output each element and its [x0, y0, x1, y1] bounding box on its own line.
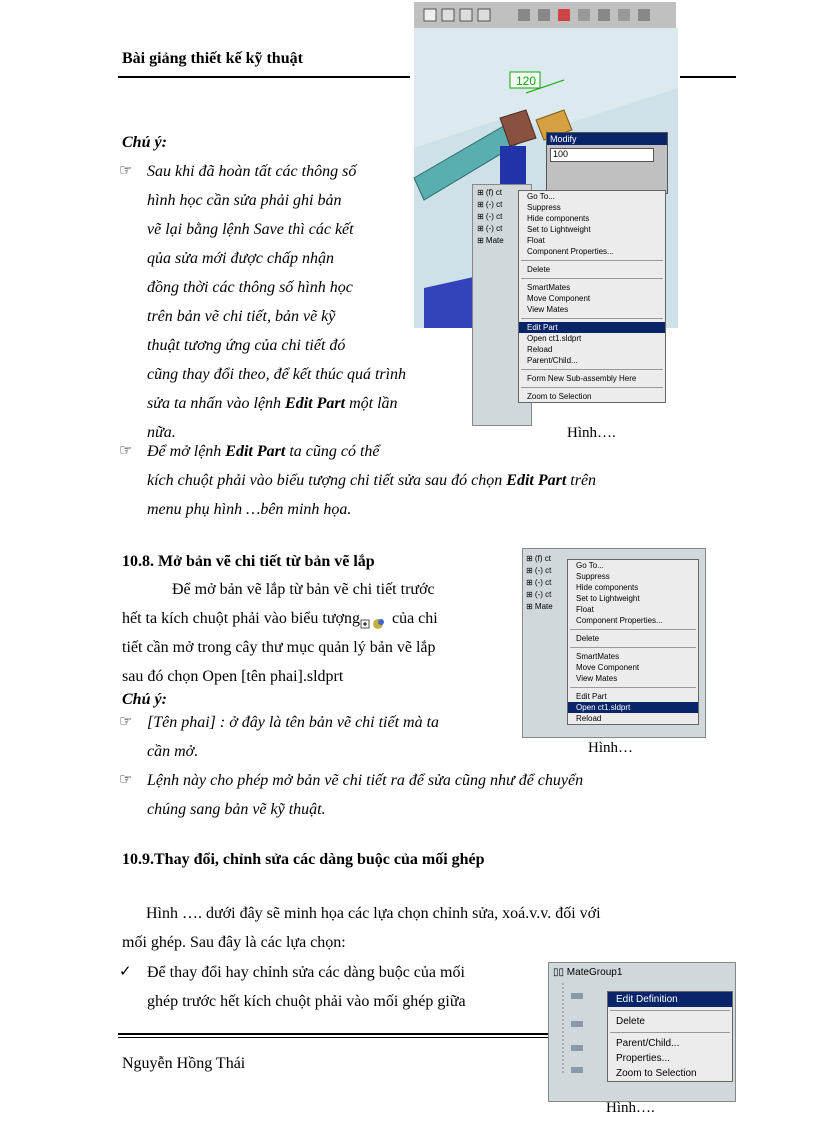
footer-rule-thick [118, 1033, 548, 1035]
text: hết ta kích chuột phải vào biểu tượng [122, 610, 360, 627]
text: trên [566, 472, 597, 489]
toolbar [414, 2, 676, 29]
text-line: thuật tương ứng của chi tiết đó [147, 337, 346, 354]
text-line: vẽ lại bằng lệnh Save thì các kết [147, 221, 354, 238]
menu-item[interactable]: Open ct1.sldprt [568, 702, 698, 713]
toolbar-icons [414, 2, 676, 28]
text: ghép trước hết kích chuột phải vào mối ghép giữa [147, 993, 466, 1010]
tree-item[interactable]: ⊞ (-) ct [477, 224, 503, 233]
menu-item[interactable]: Reload [576, 714, 602, 723]
header-rule-right [680, 76, 736, 78]
menu-item[interactable]: Delete [576, 634, 600, 643]
footer-author: Nguyễn Hồng Thái [122, 1055, 246, 1072]
note-label-1: Chú ý: [122, 134, 167, 151]
context-menu-edit-definition [607, 991, 733, 1082]
text: sửa ta nhấn vào lệnh [147, 395, 286, 412]
note-bullet-1-lines [147, 157, 447, 389]
menu-item[interactable]: Zoom to Selection [527, 392, 592, 401]
note-label-2: Chú ý: [122, 691, 167, 708]
menu-separator [521, 278, 663, 279]
menu-item[interactable]: Delete [616, 1016, 645, 1027]
tree-item[interactable]: ⊞ (f) ct [526, 554, 551, 563]
mategroup-icon: ▯▯ [553, 967, 567, 978]
text: sau đó chọn Open [tên phai].sldprt [122, 668, 344, 685]
text-line: trên bản vẽ chi tiết, bản vẽ kỹ [147, 308, 336, 325]
mate-items [555, 983, 595, 1093]
menu-item[interactable]: Hide components [576, 583, 639, 592]
menu-item[interactable]: Move Component [576, 663, 640, 672]
section-10-8-paragraph [122, 575, 514, 691]
edit-part-term: Edit Part [285, 395, 346, 412]
menu-separator [570, 629, 696, 630]
tree-item[interactable]: ⊞ (f) ct [477, 188, 502, 197]
text: Để thay đổi hay chỉnh sửa các dàng buộc của mối [147, 964, 465, 981]
component-icon [360, 612, 388, 626]
header-rule-left [118, 76, 410, 78]
context-menu-edit-part [518, 190, 666, 403]
menu-separator [570, 647, 696, 648]
tree-item[interactable]: ⊞ (-) ct [477, 200, 503, 209]
text: của chi [387, 610, 438, 627]
context-menu-open-part [567, 559, 699, 725]
pointing-hand-icon: ☞ [119, 443, 133, 459]
section-heading-10-8: 10.8. Mở bản vẽ chi tiết từ bản vẽ lắp [122, 553, 375, 570]
menu-item[interactable]: Reload [527, 345, 553, 354]
section-heading-10-9: 10.9.Thay đổi, chỉnh sửa các dàng buộc của mối ghép [122, 851, 485, 868]
figure2-caption: Hình… [588, 740, 633, 756]
tree-item[interactable]: ⊞ (-) ct [526, 578, 552, 587]
modify-title: Modify [547, 133, 667, 145]
figure1-caption: Hình…. [567, 425, 616, 441]
feature-tree-items [477, 187, 504, 247]
menu-item[interactable]: Float [527, 236, 545, 245]
text: Hình …. dưới đây sẽ minh họa các lựa chọn chỉnh sửa, xoá.v.v. đối với [146, 905, 601, 922]
text: Lệnh này cho phép mở bản vẽ chi tiết ra để sửa cũng như để chuyển [147, 772, 584, 789]
menu-item[interactable]: Parent/Child... [616, 1038, 680, 1049]
modify-value-input[interactable]: 100 [550, 148, 654, 162]
text: menu phụ hình …bên minh họa. [147, 501, 352, 518]
menu-item[interactable]: Suppress [576, 572, 610, 581]
menu-item[interactable]: Zoom to Selection [616, 1068, 697, 1079]
menu-separator [570, 687, 696, 688]
note-bullet-1 [119, 157, 447, 447]
section-10-9-paragraph [122, 899, 712, 957]
feature-tree-items-2 [526, 553, 553, 613]
text: ta cũng có thể [285, 443, 380, 460]
menu-item[interactable]: Suppress [527, 203, 561, 212]
menu-item[interactable]: Form New Sub-assembly Here [527, 374, 637, 383]
tree-item[interactable]: ⊞ (-) ct [526, 590, 552, 599]
menu-item[interactable]: Edit Part [576, 692, 607, 701]
tree-item[interactable]: ⊞ Mate [477, 236, 504, 245]
text: chúng sang bản vẽ kỹ thuật. [147, 801, 326, 818]
figure-open-part [522, 548, 706, 738]
text: [Tên phai] : ở đây là tên bản vẽ chi tiết mà ta [147, 714, 440, 731]
menu-separator [521, 387, 663, 388]
menu-item[interactable]: SmartMates [527, 283, 571, 292]
page-header-title: Bài giảng thiết kế kỹ thuật [122, 50, 303, 67]
text: Để mở lệnh [147, 443, 226, 460]
text: mối ghép. Sau đây là các lựa chọn: [122, 934, 346, 951]
text: nữa. [147, 424, 176, 441]
menu-item[interactable]: Hide components [527, 214, 590, 223]
edit-part-term: Edit Part [506, 472, 567, 489]
menu-item[interactable]: Component Properties... [576, 616, 663, 625]
note-2-bullet-2 [119, 766, 717, 824]
text-line: Sau khi đã hoàn tất các thông số [147, 163, 357, 180]
menu-separator [521, 369, 663, 370]
text-line: hình học cần sửa phải ghi bản [147, 192, 342, 209]
menu-item[interactable]: Open ct1.sldprt [527, 334, 582, 343]
text-line: qủa sửa mới được chấp nhận [147, 250, 334, 267]
menu-item[interactable]: View Mates [527, 305, 569, 314]
tree-item[interactable]: ⊞ Mate [526, 602, 553, 611]
text: kích chuột phải vào biểu tượng chi tiết sửa sau đó chọn [147, 472, 507, 489]
check-mark-icon: ✓ [119, 964, 132, 980]
check-item-1 [119, 958, 547, 1016]
pointing-hand-icon: ☞ [119, 163, 133, 179]
tree-item[interactable]: ⊞ (-) ct [526, 566, 552, 575]
modify-dialog [546, 132, 668, 194]
menu-separator [610, 1032, 730, 1033]
text: cần mở. [147, 743, 199, 760]
menu-item[interactable]: Edit Definition [608, 992, 732, 1007]
tree-item[interactable]: ⊞ (-) ct [477, 212, 503, 221]
menu-item[interactable]: Move Component [527, 294, 591, 303]
menu-item[interactable]: Go To... [576, 561, 604, 570]
text: MateGroup1 [566, 967, 623, 978]
menu-item[interactable]: Float [576, 605, 594, 614]
pointing-hand-icon: ☞ [119, 772, 133, 788]
pointing-hand-icon: ☞ [119, 714, 133, 730]
figure3-caption: Hình…. [606, 1100, 655, 1116]
menu-item[interactable]: Properties... [616, 1053, 670, 1064]
text: Để mở bản vẽ lắp từ bản vẽ chi tiết trước [172, 581, 435, 598]
note-2-bullet-1 [119, 708, 517, 766]
text-line: đồng thời các thông số hình học [147, 279, 353, 296]
edit-part-term: Edit Part [225, 443, 286, 460]
text: một lần [345, 395, 398, 412]
text-line: cũng thay đổi theo, để kết thúc quá trình [147, 366, 407, 383]
menu-item[interactable]: Set to Lightweight [576, 594, 640, 603]
mategroup-label [553, 967, 622, 979]
menu-separator [521, 318, 663, 319]
menu-item[interactable]: Set to Lightweight [527, 225, 591, 234]
menu-item[interactable]: Delete [527, 265, 551, 274]
footer-rule-thin [118, 1037, 548, 1038]
menu-item[interactable]: Edit Part [519, 322, 665, 333]
figure-edit-part [412, 0, 680, 441]
note-bullet-2 [119, 437, 707, 524]
menu-item[interactable]: Component Properties... [527, 247, 614, 256]
text: tiết cần mở trong cây thư mục quản lý bản vẽ lắp [122, 639, 436, 656]
menu-item[interactable]: SmartMates [576, 652, 620, 661]
menu-item[interactable]: Go To... [527, 192, 555, 201]
figure-edit-mate [548, 962, 736, 1102]
menu-item[interactable]: View Mates [576, 674, 618, 683]
dimension-label: 120 [516, 74, 537, 88]
menu-separator [521, 260, 663, 261]
menu-separator [610, 1010, 730, 1011]
menu-item[interactable]: Parent/Child... [527, 356, 578, 365]
